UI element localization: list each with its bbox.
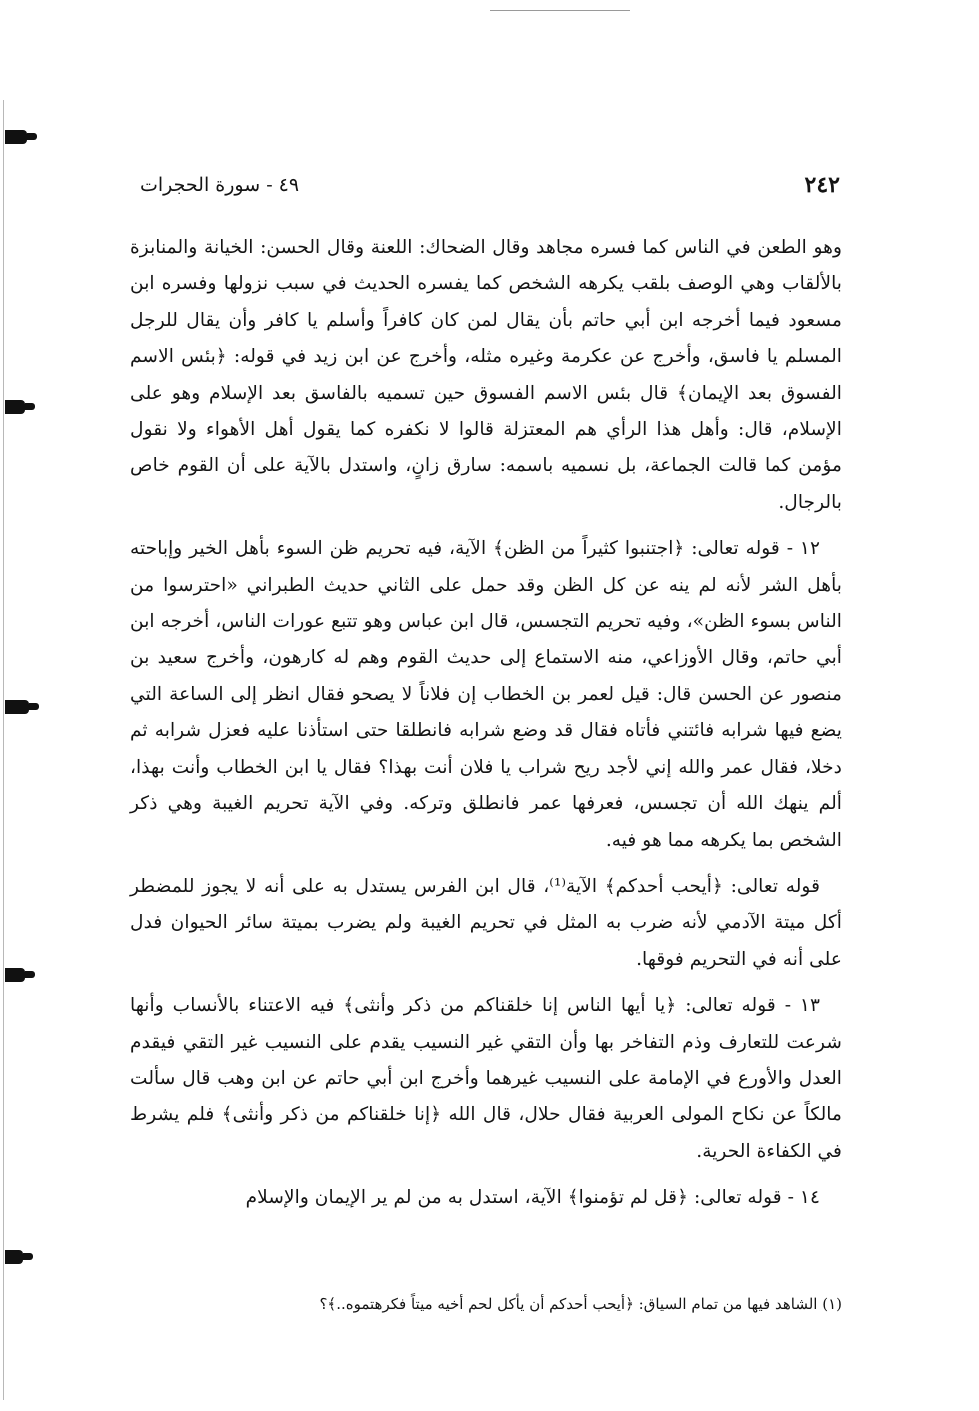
margin-tab-mark xyxy=(5,1250,23,1264)
margin-tab-mark xyxy=(5,968,25,982)
paragraph: ١٤ - قوله تعالى: ﴿قل لم تؤمنوا﴾ الآية، استدل به من لم ير الإيمان والإسلام xyxy=(245,1187,820,1209)
paragraph: ١٣ - قوله تعالى: ﴿يا أيها الناس إنا خلقناكم من ذكر وأنثى﴾ فيه الاعتناء بالأنساب وأنها شرعت للتعارف وذم التفاخر بها وأن التقي غير النسيب يقدم على النسيب غير التقي فيقدم العدل والأورع في الإمامة على النسيب غيرهما وأخرج ابن أبي حاتم عن ابن وهب قال سألت مالكاً عن نكاح المولى العربية فقال حلال، قال الله ﴿إنا خلقناكم من ذكر وأنثى﴾ فلم يشرط في الكفاءة الحرية. xyxy=(130,995,842,1162)
paragraph: ١٢ - قوله تعالى: ﴿اجتنبوا كثيراً من الظن﴾ الآية، فيه تحريم ظن السوء بأهل الخير وإباحته بأهل الشر لأنه لم ينه عن كل الظن وقد حمل على الثاني حديث الطبراني «احترسوا من الناس بسوء الظن»، وفيه تحريم التجسس، قال ابن عباس وهو تتبع عورات الناس، أخرجه ابن أبي حاتم، وقال الأوزاعي، منه الاستماع إلى حديث القوم وهم له كارهون، وأخرج سعيد بن منصور عن الحسن قال: قيل لعمر بن الخطاب إن فلاناً لا يصحو فقال انظر إلى الساعة التي يضع فيها شرابه فائتني فأتاه فقال قد وضع شرابه فانطلقا حتى استأذنا عليه فعزل شرابه ثم دخلا، فقال عمر والله إني لأجد ريح شراب يا فلان أنت بهذا؟ فقال يا ابن الخطاب وأنت بهذا، ألم ينهك الله أن تجسس، فعرفها عمر فانطلق وتركه. وفي الآية تحريم الغيبة وهي ذكر الشخص بما يكرهه مما هو فيه. xyxy=(130,538,842,851)
surah-title: ٤٩ - سورة الحجرات xyxy=(140,174,300,196)
body-text xyxy=(130,230,842,1227)
footnote: (١) الشاهد فيها من تمام السياق: ﴿أيحب أحدكم أن يأكل لحم أخيه ميتاً فكرهتموه..﴾؟ xyxy=(319,1295,842,1313)
margin-tab-mark xyxy=(5,130,27,144)
paragraph: وهو الطعن في الناس كما فسره مجاهد وقال الضحاك: اللعنة وقال الحسن: الخيانة والمنابزة بالألقاب وهي الوصف بلقب يكرهه الشخص كما يفسره الحديث في سبب نزولها وفسره ابن مسعود فيما أخرجه ابن أبي حاتم بأن يقال لمن كان كافراً وأسلم يا كافر وأن يقال للرجل المسلم يا فاسق، وأخرج عن عكرمة وغيره مثله، وأخرج عن ابن زيد في قوله: ﴿بئس الاسم الفسوق بعد الإيمان﴾ قال بئس الاسم الفسوق حين تسميه بالفاسق بعد الإسلام وهو على الإسلام، قال: وأهل هذا الرأي هم المعتزلة قالوا لا نكفره كما يقول أهل الأهواء ولا نقول مؤمن كما قالت الجماعة، بل نسميه باسمه: سارق زانٍ، واستدل بالآية على أن القوم خاص بالرجال. xyxy=(130,237,842,513)
page-header xyxy=(140,168,840,208)
page-number: ٢٤٢ xyxy=(804,172,840,198)
margin-tab-mark xyxy=(5,700,29,714)
margin-tab-mark xyxy=(5,400,25,414)
paragraph: قوله تعالى: ﴿أيحب أحدكم﴾ الآية⁽¹⁾، قال ابن الفرس يستدل به على أنه لا يجوز للمضطر أكل ميتة الآدمي لأنه ضرب به المثل في تحريم الغيبة ولم يضرب بميتة سائر الحيوان فدل على أنه في التحريم فوقها. xyxy=(130,875,842,970)
scan-artifact-line xyxy=(490,10,630,11)
page-edge-line xyxy=(3,100,4,1400)
